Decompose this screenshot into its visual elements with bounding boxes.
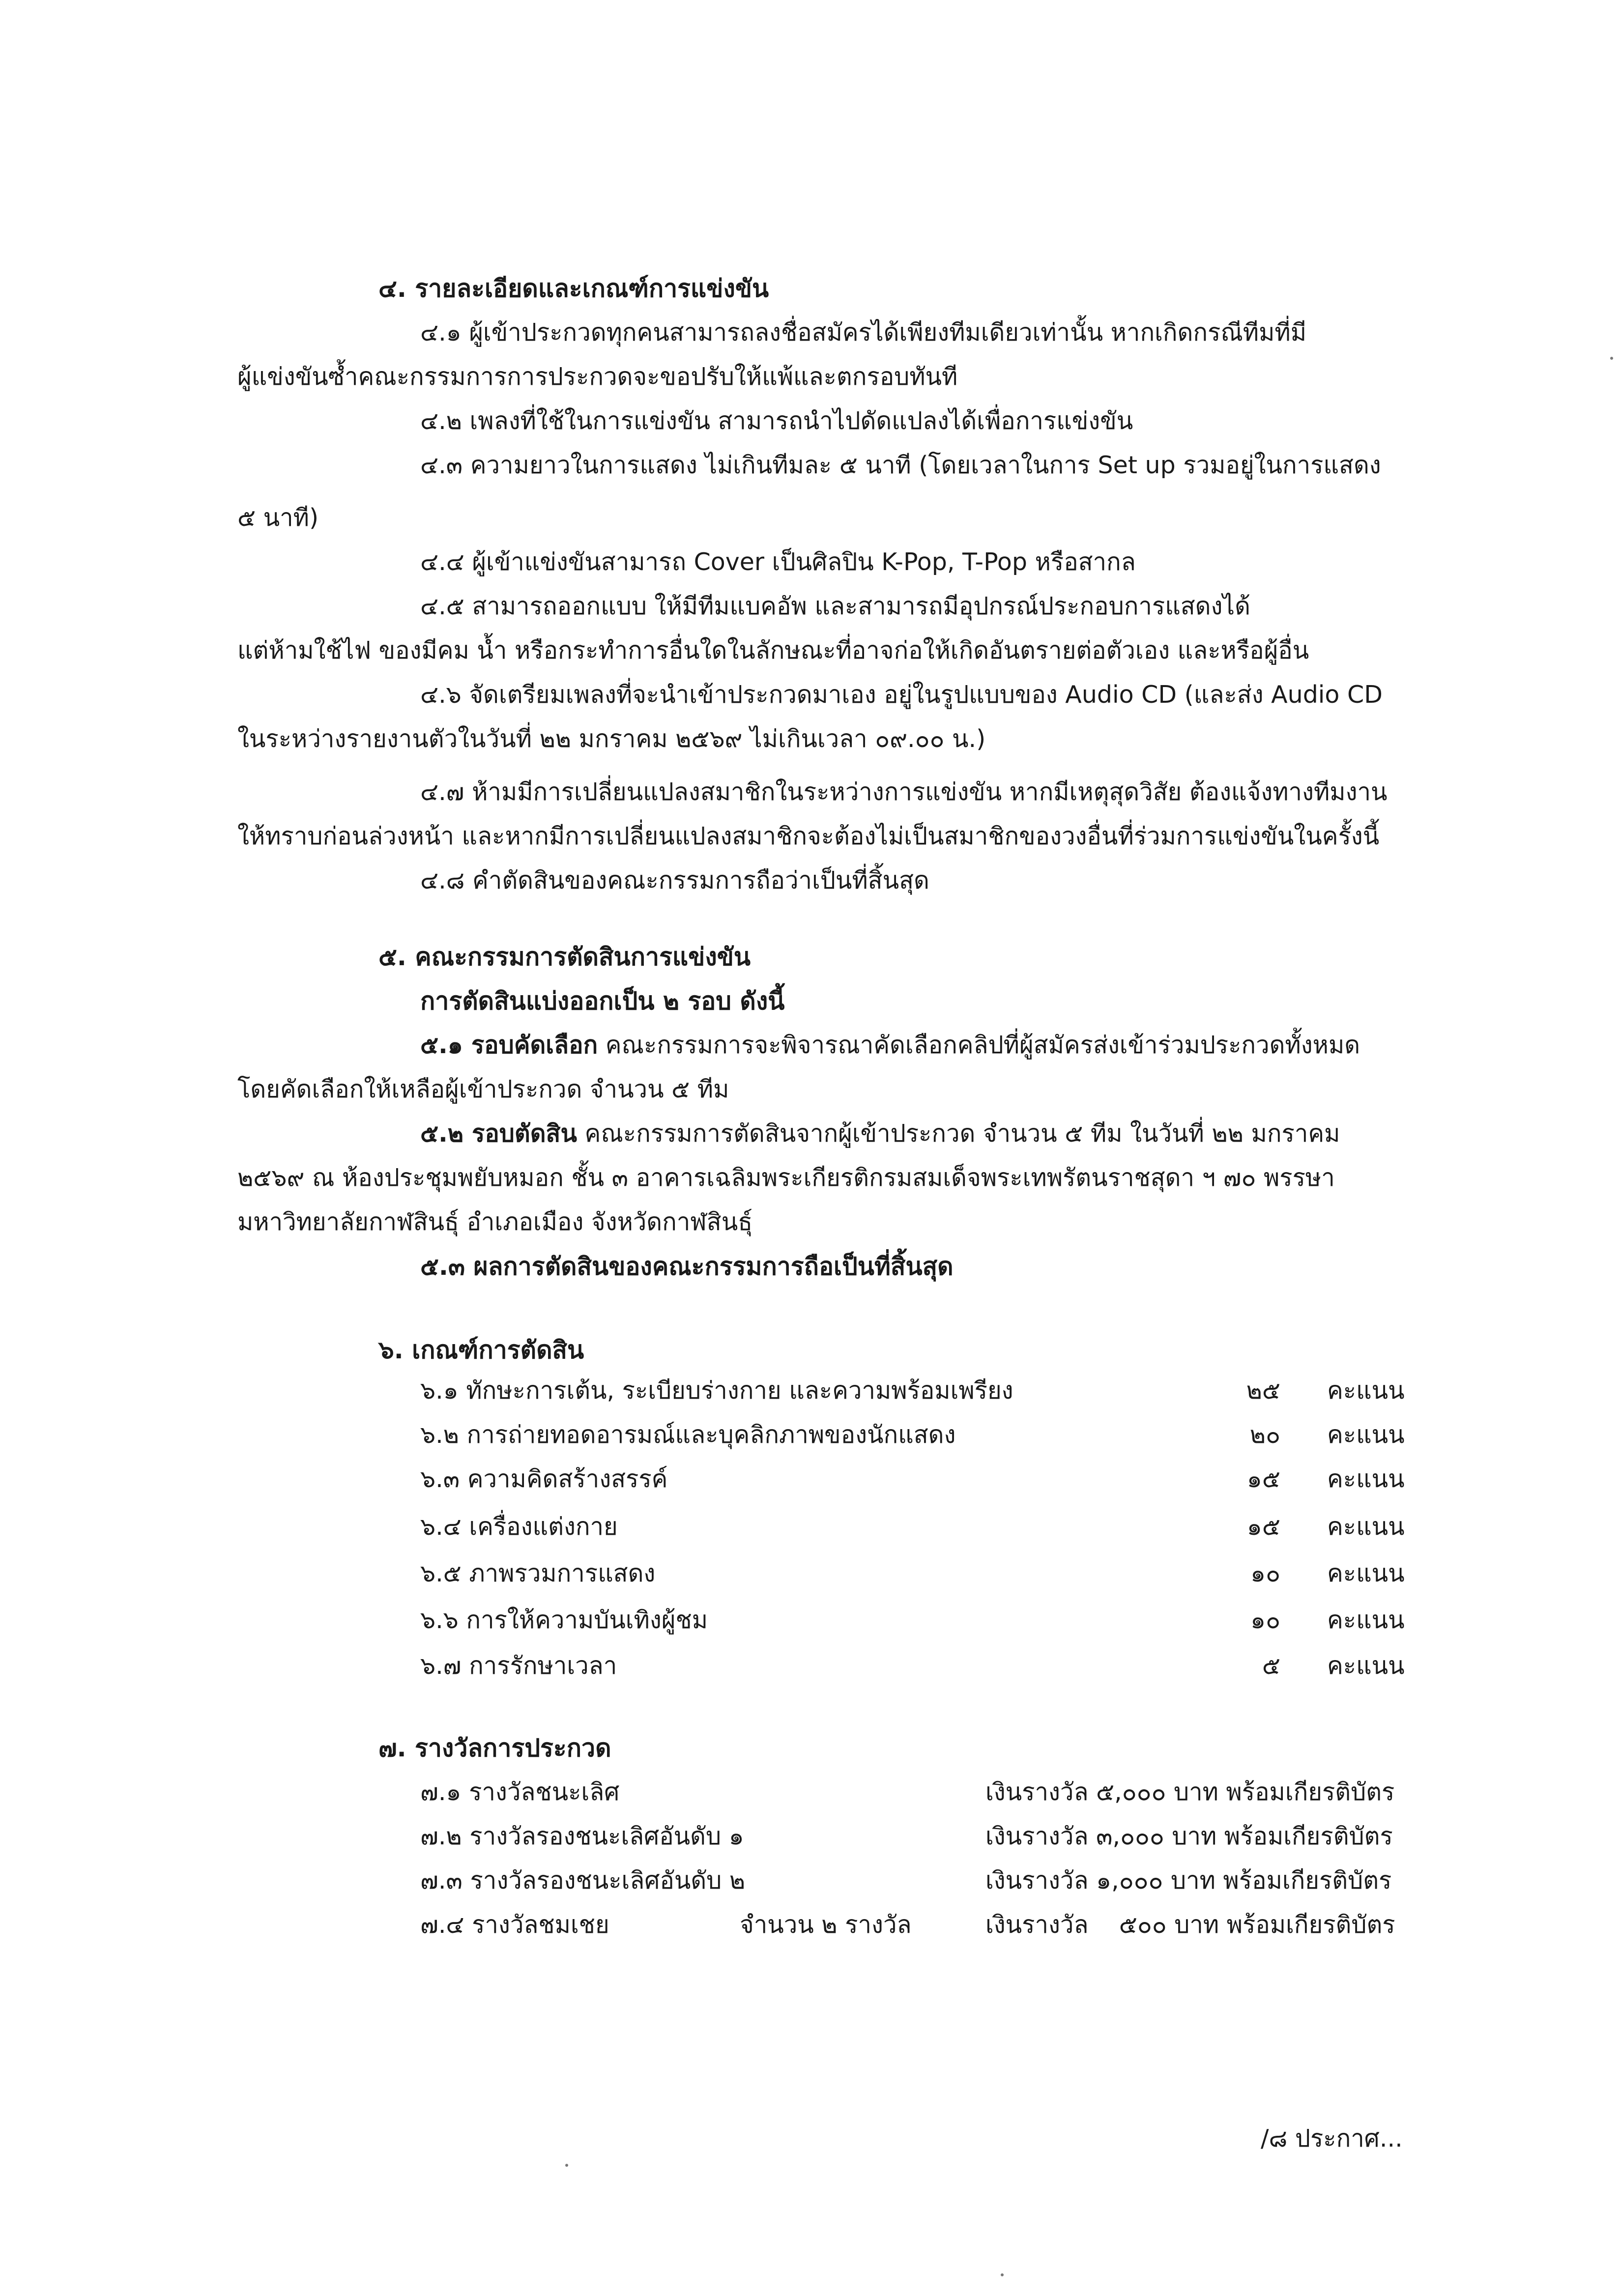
criterion-label: ๖.๗ การรักษาเวลา xyxy=(420,1652,617,1680)
prize-label: ๗.๒ รางวัลรองชนะเลิศอันดับ ๑ xyxy=(420,1822,744,1850)
criterion-points: ๒๐ xyxy=(1249,1421,1280,1449)
item-4-1-line1: ๔.๑ ผู้เข้าประกวดทุกคนสามารถลงชื่อสมัครได้เพียงทีมเดียวเท่านั้น หากเกิดกรณีทีมที่มี xyxy=(420,318,1306,346)
prize-money: เงินรางวัล ๕,๐๐๐ บาท พร้อมเกียรติบัตร xyxy=(985,1778,1395,1806)
criterion-points: ๑๕ xyxy=(1246,1465,1280,1493)
item-4-3-line1: ๔.๓ ความยาวในการแสดง ไม่เกินทีมละ ๕ นาที (โดยเวลาในการ Set up รวมอยู่ในการแสดง xyxy=(420,451,1381,479)
criterion-unit: คะแนน xyxy=(1327,1652,1405,1680)
criterion-unit: คะแนน xyxy=(1327,1377,1405,1405)
criterion-unit: คะแนน xyxy=(1327,1606,1405,1634)
item-4-1-line2: ผู้แข่งขันซ้ำคณะกรรมการการประกวดจะขอปรับให้แพ้และตกรอบทันที xyxy=(237,363,958,391)
round-1-label: ๕.๑ รอบคัดเลือก xyxy=(420,1031,598,1059)
prize-label: ๗.๔ รางวัลชมเชย xyxy=(420,1911,609,1939)
scan-speck xyxy=(1001,2273,1004,2276)
section-7-heading: ๗. รางวัลการประกวด xyxy=(378,1734,611,1762)
criterion-label: ๖.๑ ทักษะการเต้น, ระเบียบร่างกาย และความพร้อมเพรียง xyxy=(420,1377,1013,1405)
item-4-5-line2: แต่ห้ามใช้ไฟ ของมีคม น้ำ หรือกระทำการอื่นใดในลักษณะที่อาจก่อให้เกิดอันตรายต่อตัวเอง และหรือผู้อื่น xyxy=(237,636,1309,664)
criterion-label: ๖.๓ ความคิดสร้างสรรค์ xyxy=(420,1465,668,1493)
item-4-7-line2: ให้ทราบก่อนล่วงหน้า และหากมีการเปลี่ยนแปลงสมาชิกจะต้องไม่เป็นสมาชิกของวงอื่นที่ร่วมการแข่งขันในครั้งนี้ xyxy=(237,822,1380,850)
scan-speck xyxy=(565,2164,568,2167)
item-4-5-line1: ๔.๕ สามารถออกแบบ ให้มีทีมแบคอัพ และสามารถมีอุปกรณ์ประกอบการแสดงได้ xyxy=(420,592,1250,620)
criterion-points: ๒๕ xyxy=(1246,1377,1280,1405)
criterion-unit: คะแนน xyxy=(1327,1513,1405,1541)
item-4-4: ๔.๔ ผู้เข้าแข่งขันสามารถ Cover เป็นศิลปิน K-Pop, T-Pop หรือสากล xyxy=(420,548,1136,576)
criterion-unit: คะแนน xyxy=(1327,1465,1405,1493)
criterion-unit: คะแนน xyxy=(1327,1559,1405,1587)
item-5-2-line3: มหาวิทยาลัยกาฬสินธุ์ อำเภอเมือง จังหวัดกาฬสินธุ์ xyxy=(237,1208,753,1236)
item-4-7-line1: ๔.๗ ห้ามมีการเปลี่ยนแปลงสมาชิกในระหว่างการแข่งขัน หากมีเหตุสุดวิสัย ต้องแจ้งทางทีมงาน xyxy=(420,778,1388,806)
criterion-points: ๑๐ xyxy=(1250,1606,1280,1634)
criterion-unit: คะแนน xyxy=(1327,1421,1405,1449)
round-2-text: คณะกรรมการตัดสินจากผู้เข้าประกวด จำนวน ๕ ทีม ในวันที่ ๒๒ มกราคม xyxy=(577,1119,1340,1148)
next-page-marker: /๘ ประกาศ... xyxy=(1261,2124,1403,2152)
prize-money: เงินรางวัล ๓,๐๐๐ บาท พร้อมเกียรติบัตร xyxy=(985,1822,1393,1850)
criterion-label: ๖.๖ การให้ความบันเทิงผู้ชม xyxy=(420,1606,708,1634)
criterion-points: ๕ xyxy=(1262,1652,1280,1680)
criterion-points: ๑๕ xyxy=(1246,1513,1280,1541)
criterion-points: ๑๐ xyxy=(1250,1559,1280,1587)
prize-money: เงินรางวัล ๕๐๐ บาท พร้อมเกียรติบัตร xyxy=(985,1911,1395,1939)
item-5-2-line2: ๒๕๖๙ ณ ห้องประชุมพยับหมอก ชั้น ๓ อาคารเฉลิมพระเกียรติกรมสมเด็จพระเทพรัตนราชสุดา ฯ ๗๐ พรรษา xyxy=(237,1164,1335,1192)
item-5-1-line1 xyxy=(420,1030,1360,1061)
section-6-heading: ๖. เกณฑ์การตัดสิน xyxy=(378,1336,584,1364)
prize-label: ๗.๓ รางวัลรองชนะเลิศอันดับ ๒ xyxy=(420,1866,746,1894)
round-1-text: คณะกรรมการจะพิจารณาคัดเลือกคลิปที่ผู้สมัครส่งเข้าร่วมประกวดทั้งหมด xyxy=(598,1031,1360,1059)
criterion-label: ๖.๒ การถ่ายทอดอารมณ์และบุคลิกภาพของนักแสดง xyxy=(420,1421,956,1449)
criterion-label: ๖.๕ ภาพรวมการแสดง xyxy=(420,1559,656,1587)
item-4-3-line2: ๕ นาที) xyxy=(237,504,319,532)
section-4-heading: ๔. รายละเอียดและเกณฑ์การแข่งขัน xyxy=(378,274,769,303)
criterion-label: ๖.๔ เครื่องแต่งกาย xyxy=(420,1513,618,1541)
item-5-1-line2: โดยคัดเลือกให้เหลือผู้เข้าประกวด จำนวน ๕ ทีม xyxy=(237,1075,729,1103)
item-5-2-line1 xyxy=(420,1118,1340,1149)
item-4-2: ๔.๒ เพลงที่ใช้ในการแข่งขัน สามารถนำไปดัดแปลงได้เพื่อการแข่งขัน xyxy=(420,407,1133,435)
item-4-6-line1: ๔.๖ จัดเตรียมเพลงที่จะนำเข้าประกวดมาเอง อยู่ในรูปแบบของ Audio CD (และส่ง Audio CD xyxy=(420,681,1383,709)
item-4-8: ๔.๘ คำตัดสินของคณะกรรมการถือว่าเป็นที่สิ้นสุด xyxy=(420,866,929,894)
item-5-3: ๕.๓ ผลการตัดสินของคณะกรรมการถือเป็นที่สิ้นสุด xyxy=(420,1252,954,1281)
prize-money: เงินรางวัล ๑,๐๐๐ บาท พร้อมเกียรติบัตร xyxy=(985,1866,1392,1894)
section-5-heading: ๕. คณะกรรมการตัดสินการแข่งขัน xyxy=(378,943,751,971)
round-2-label: ๕.๒ รอบตัดสิน xyxy=(420,1119,577,1148)
prize-label: ๗.๑ รางวัลชนะเลิศ xyxy=(420,1778,620,1806)
item-4-6-line2: ในระหว่างรายงานตัวในวันที่ ๒๒ มกราคม ๒๕๖๙ ไม่เกินเวลา ๐๙.๐๐ น.) xyxy=(237,725,986,753)
scan-speck xyxy=(1610,357,1613,360)
prize-count: จำนวน ๒ รางวัล xyxy=(740,1911,912,1939)
section-5-subheading: การตัดสินแบ่งออกเป็น ๒ รอบ ดังนี้ xyxy=(420,987,785,1015)
